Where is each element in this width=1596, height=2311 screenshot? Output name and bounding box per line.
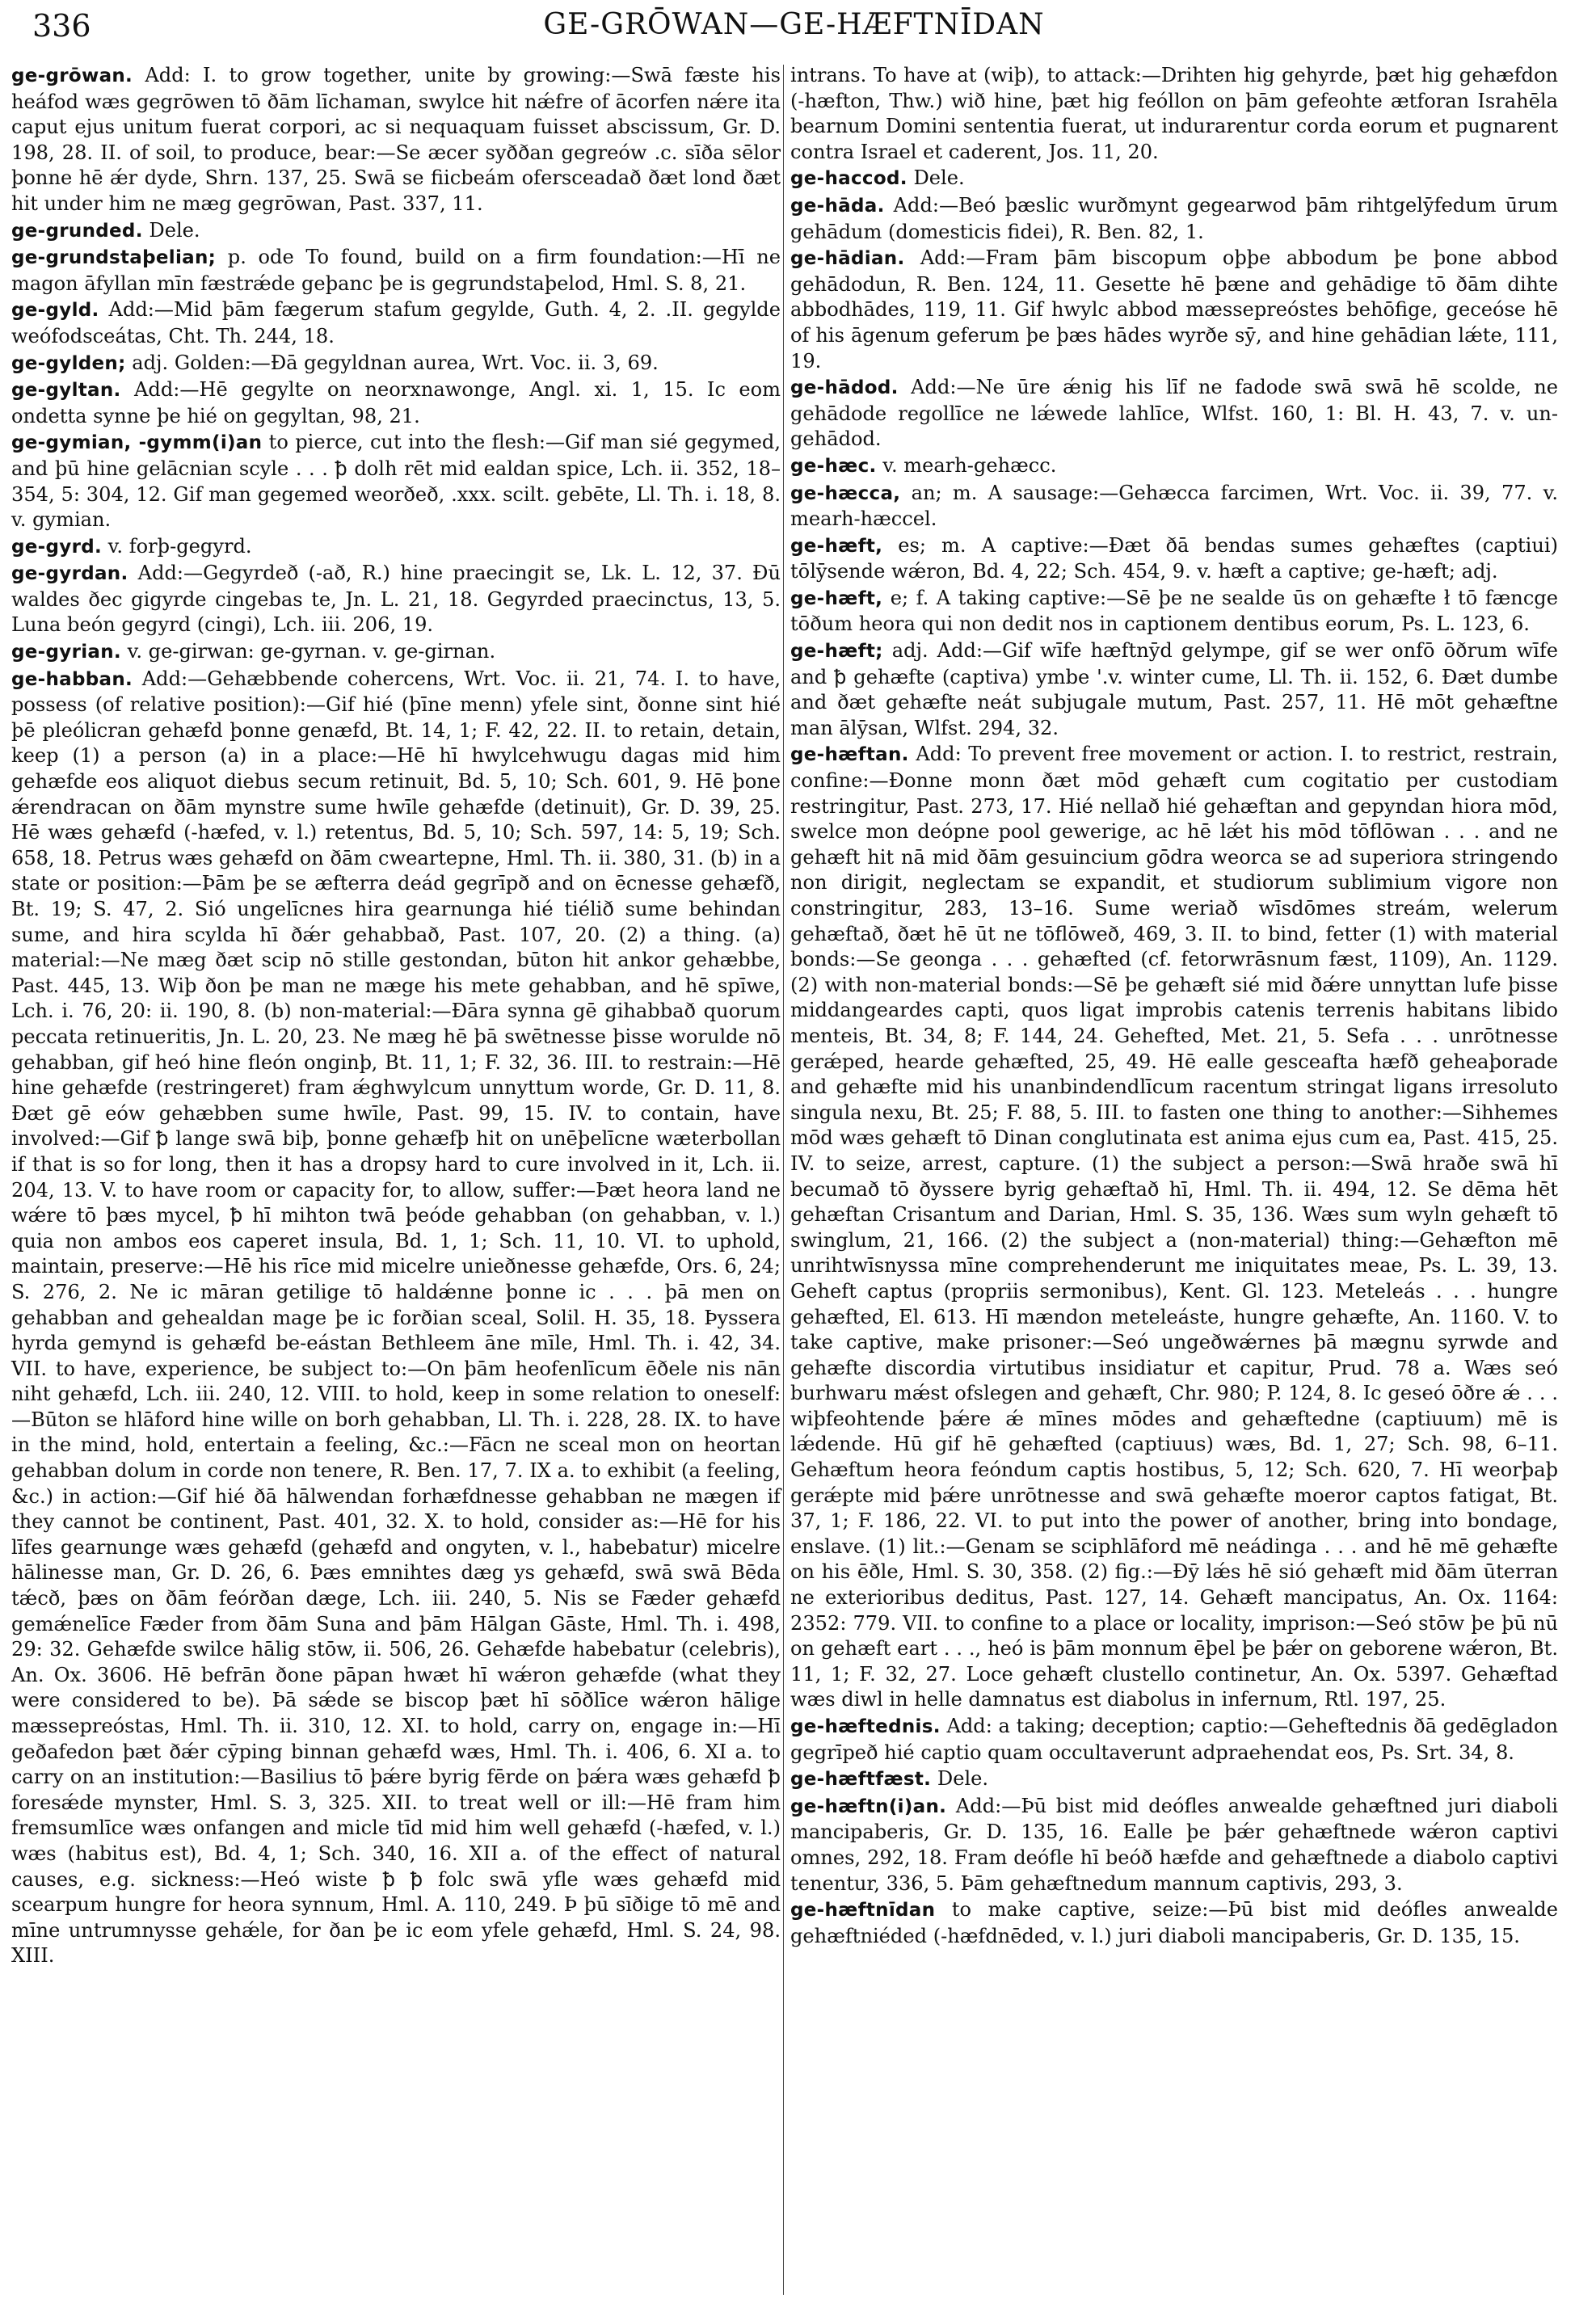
entry-text: Add:—Gehæbbende cohercens, Wrt. Voc. ii. 21, 74. I. to have, possess (of relative position):—Gif hié (þīne menn) yfele sint, ðonne sint hié þē pleólicran gehæfd þonne genæfd, Bt. 14, 1; F. 42, 22. II. to retain, detain, keep (1) a person (a) in a place:—Hē hī hwylcehwugu dagas mid him gehæfde eos aliquot diebus secum retinuit, Bd. 5, 10; Sch. 601, 9. Hē þone ǽrendracan on ðām mynstre sume hwīle gehæfde (detinuit), Gr. D. 39, 25. Hē wæs gehæfd (-hæfed, v. l.) retentus, Bd. 5, 10; Sch. 597, 14: 5, 19; Sch. 658, 18. Petrus wæs gehæfd on ðām cweartерne, Hml. Th. ii. 380, 31. (b) in a state or position:—Þām þe se æfterra deád gegrīpð and on ēcnesse gehæfð, Bt. 19; S. 47, 2. Sió ungelīcnes hira gearnunga hié tiélið sume behindan sume, and hira scylda hī ðǽr gehabbað, Past. 107, 20. (2) a thing. (a) material:—Ne mæg ðæt scip nō stille gestondan, būton hit ankor gehæbbe, Past. 445, 13. Wiþ ðon þe man ne mæge his mete gehabban, and hē spīwe, Lch. i. 76, 20: ii. 190, 8. (b) non-material:—Ðāra synna gē gihabbað quorum peccata retinueritis, Jn. L. 20, 23. Ne mæg hē þā swētnesse þisse worulde nō gehabban, gif heó hine fleón onginþ, Bt. 11, 1; F. 32, 36. III. to restrain:—Hē hine gehæfde (restringeret) fram ǽghwylcum unnyttum worde, Gr. D. 11, 8. Ðæt gē eów gehæbben sume hwīle, Past. 99, 15. IV. to contain, have involved:—Gif ꝥ lange swā biþ, þonne gehæfþ hit on unēþelīcne wæterbollan if that is so for long, then it has a dropsy hard to cure involved in it, Lch. ii. 204, 13. V. to have room or capacity for, to allow, suffer:—Þæt heora land ne wǽre tō þæs mycel, ꝥ hī mihton twā þeóde gehabban (on gehabban, v. l.) quia non ambos eos caperet insula, Bd. 1, 1; Sch. 11, 10. VI. to uphold, maintain, preserve:—Hē his rīce mid micelre unieðnesse gehæfde, Ors. 6, 24; S. 276, 2. Ne ic māran getilige tō haldǽnne þonne ic . . . þā men on gehabban and gehealdan mage þe ic forðian sceal, Solil. H. 35, 18. Þyssera hyrda gemynd is gehæfd be-eástan Bethleem āne mīle, Hml. Th. i. 42, 34. VII. to have, experience, be subject to:—On þām heofenlīcum ēðele nis nān niht gehæfd, Lch. iii. 240, 12. VIII. to hold, keep in some relation to oneself:—Būton se hlāford hine wille on borh gehabban, Ll. Th. i. 228, 28. IX. to have in the mind, hold, entertain a feeling, &c.:—Fācn ne sceal mon on heortan gehabban dolum in corde non tenere, R. Ben. 17, 7. IX a. to exhibit (a feeling, &c.) in action:—Gif hié ðā hālwendan forhæfdnesse gehabban ne mægen if they cannot be continent, Past. 401, 32. X. to hold, consider as:—Hē for his līfes gearnunge wæs gehæfd (gehæfd and ongyten, v. l., habebatur) micelre hālinesse man, Gr. D. 26, 6. Þæs emnihtes dæg ys gehæfd, swā swā Bēda tǽcð, þæs on ðām feórðan dæge, Lch. iii. 240, 5. Nis se Fæder gehæfd gemǽnelīce Fæder from ðām Suna and þām Hālgan Gāste, Hml. Th. i. 498, 29: 32. Gehæfde swilce hālig stōw, ii. 506, 26. Gehæfde habebatur (celebris), An. Ox. 3606. Hē befrān ðone pāpan hwæt hī wǽron gehæfde (what they were considered to be). Þā sǽde se biscop þæt hī sōðlīce wǽron hālige mæssepreóstas, Hml. Th. ii. 310, 12. XI. to hold, carry on, engage in:—Hī geðafedon þæt ðǽr cȳping binnan gehæfd wæs, Hml. Th. i. 406, 6. XI a. to carry on an institution:—Basilius tō þǽre byrig fērde on þǽra wæs gehæfd ꝥ foresǽde mynster, Hml. S. 3, 325. XII. to treat well or ill:—Hē fram him fremsumlīce wæs onfangen and micle tīd mid him well gehæfd (-hæfed, v. l.) wæs (habitus est), Bd. 4, 1; Sch. 340, 16. XII a. of the effect of natural causes, e.g. sickness:—Heó wiste ꝥ ꝥ folc swā yfle wæs gehæfd mid scearpum hungre for heora synnum, Hml. A. 110, 249. Þ þū sīðige tō mē and mīne untrumnysse gehǽle, for ðan þe ic eom yfele gehæfd, Hml. S. 24, 98. XIII.: [11, 667, 781, 1968]
dictionary-entry: [11, 639, 781, 666]
dictionary-entry: [790, 742, 1558, 1713]
page-number: 336: [32, 8, 91, 44]
dictionary-entry: [790, 638, 1558, 741]
entry-text: Dele.: [142, 218, 200, 242]
dictionary-entry: [790, 166, 1558, 192]
dictionary-entry: [11, 245, 781, 297]
dictionary-entry: [11, 377, 781, 429]
dictionary-entry: [11, 297, 781, 349]
entry-headword: ge-gyrd.: [11, 536, 103, 558]
entry-text: e; f. A taking captive:—Sē þe ne sealde ūs on gehæfte ł tō fæncge tōðum heora qui non dedit nos in captionem dentibus eorum, Ps. L. 123, 6.: [790, 586, 1558, 636]
entry-headword: ge-hæftfæst.: [790, 1769, 932, 1791]
entry-text: intrans. To have at (wiþ), to attack:—Drihten hig gehyrde, þæt hig gehæfdon (-hæfton, Thw.) wið hine, þæt hig feóllon on þām gefeohte ætforan Israhēla bearnum Domini sententia fuerat, ut indurarentur corda eorum et pugnarent contra Israel et caderent, Jos. 11, 20.: [790, 64, 1558, 163]
entry-headword: ge-hādian.: [790, 248, 905, 270]
entry-headword: ge-hæft,: [790, 587, 883, 609]
entry-text: Add: To prevent free movement or action. I. to restrict, restrain, confine:—Ðonne monn ðæt mōd gehæft cum cogitatio per custodiam restringitur, Past. 273, 17. Hié nellað hié gehæftan and gepyndan hiora mōd, swelce mon deópne pool gewerige, ac hē lǽt his mōd tōflōwan . . . and ne gehæft hit nā mid ðām gesuincium gōdra weorca se ad superiora stringendo non dirigit, neglectam se expandit, et studiorum sublimium vigore non constringitur, 283, 13–16. Sume weriað wīsdōmes streám, welerum gehæftað, ðæt hē ūt ne tōflōweð, 469, 3. II. to bind, fetter (1) with material bonds:—Se geonga . . . gehæfted (cf. fetorwrāsnum fæst, 1109), An. 1129. (2) with non-material bonds:—Sē þe gehæft sié mid ðǽre unnyttan lufe þisse middangeardes capti, quos ligat improbis catenis terrenis habitans libido menteis, Bt. 34, 8; F. 144, 24. Gehefted, Met. 21, 5. Sefa . . . unrōtnesse gerǽped, hearde gehæfted, 25, 49. Hē ealle gesceafta hæfð geheaþorade and gehæfte mid his unanbindendlīcum racentum stringat ligans irresoluto singula nexu, Bt. 25; F. 88, 5. III. to fasten one thing to another:—Sihhemes mōd wæs gehæft tō Dinan conglutinata est anima ejus cum ea, Past. 415, 25. IV. to seize, arrest, capture. (1) the subject a person:—Swā hraðe swā hī becumað tō ðyssere byrig gehæftað hī, Hml. Th. ii. 494, 12. Se dēma hēt gehæftan Crisantum and Darian, Hml. S. 35, 136. Wæs sum wyln gehæft tō swinglum, 21, 166. (2) the subject a (non-material) thing:—Gehæfton mē unrihtwīsnyssa mīne comprehenderunt me iniquitates meae, Ps. L. 39, 13. Geheft captus (propriis sermonibus), Kent. Gl. 123. Meteleás . . . hungre gehæfted, El. 613. Hī mændon meteleáste, hungre gehæfte, An. 1160. V. to take captive, make prisoner:—Seó ungeðwǽrnes þā mægnu syrwde and gehæfte discordia virtutibus insidiatur et capitur, Prud. 78 a. Wæs seó burhwaru mǽst ofslegen and gehæft, Chr. 980; P. 124, 8. Ic geseó ōðre ǽ . . . wiþfeohtende þǽre ǽ mīnes mōdes and gehæftedne (captiuum) mē is lǽdende. Hū gif hē gehæfted (captiuus) wæs, Bd. 1, 27; Sch. 98, 6–11. Gehæftum heora feóndum captis hostibus, 5, 12; Sch. 620, 7. Hī weorþaþ gerǽpte mid þǽre unrōtnesse and swā gehæfte moeror captos fatigat, Bt. 37, 1; F. 186, 22. VI. to put into the power of another, bring into bondage, enslave. (1) lit.:—Genam se sciphlāford mē neádinga . . . and hē mē gehæfte on his ēðle, Hml. S. 30, 358. (2) fig.:—Ðȳ lǽs hē sió gehæft mid ðām ūterran ne exterioribus deditus, Past. 127, 14. Gehæft mancipatus, An. Ox. 1164: 2352: 779. VII. to confine to a place or locality, imprison:—Seó stōw þe þū nū on gehæft eart . . ., heó is þām monnum ēþel þe þǽr on geborene wǽron, Bt. 11, 1; F. 32, 27. Loce gehæft clustello continetur, An. Ox. 5397. Gehæftad wæs diwl in helle damnatus est diabolus in infernum, Rtl. 197, 25.: [790, 743, 1558, 1711]
entry-headword: ge-hæftan.: [790, 744, 909, 766]
column-divider: [783, 65, 784, 2295]
dictionary-entry: [11, 561, 781, 638]
entry-headword: ge-hæft;: [790, 641, 883, 663]
entry-headword: ge-gyrdan.: [11, 563, 128, 585]
dictionary-entry: [790, 1897, 1558, 1949]
dictionary-entry: [790, 375, 1558, 453]
entry-text: adj. Golden:—Ðā gegyldnan aurea, Wrt. Voc. ii. 3, 69.: [125, 351, 659, 374]
entry-text: Add: I. to grow together, unite by growing:—Swā fæste his heáfod wæs gegrōwen tō ðām līchaman, swylce hit nǽfre of ācorfen nǽre ita caput ejus unitum fuerat corpori, ac si nequaquam fuisset abscissum, Gr. D. 198, 28. II. of soil, to produce, bear:—Se æcer syððan gegreów .c. sīða sēlor þonne hē ǽr dyde, Shrn. 137, 25. Swā se fiicbeám ofersceadað ðæt lond ðæt hit under him ne mæg gegrōwan, Past. 337, 11.: [11, 64, 781, 215]
dictionary-entry: [790, 1766, 1558, 1793]
entry-headword: ge-habban.: [11, 668, 133, 690]
entry-headword: ge-hæcca,: [790, 482, 901, 504]
entry-text: Add:—Beó þæslic wurðmynt gegearwod þām rihtgelȳfedum ūrum gehādum (domesticis fidei), R. Ben. 82, 1.: [790, 193, 1558, 243]
page-header: [32, 8, 1556, 53]
entry-text: Add:—Fram þām biscopum oþþe abbodum þe þone abbod gehādodun, R. Ben. 124, 11. Gesette hē þæne and gehādige tō ðām dihte abbodhādes, 119, 11. Gif hwylc abbod mæssepreóstes behōfige, geceóse hē of his āgenum geferum þe þæs hādes wyrðe sȳ, and hine gehādian lǽte, 111, 19.: [790, 246, 1558, 373]
entry-text: an; m. A sausage:—Gehæcca farcimen, Wrt. Voc. ii. 39, 77. v. mearh-hæccel.: [790, 481, 1558, 531]
dictionary-entry: [11, 218, 781, 245]
entry-headword: ge-gyrian.: [11, 642, 121, 663]
entry-headword: ge-hæftn(i)an.: [790, 1795, 947, 1817]
entry-headword: ge-grundstaþelian;: [11, 247, 217, 269]
entry-headword: ge-hæc.: [790, 455, 877, 477]
dictionary-entry: [11, 667, 781, 1969]
entry-headword: ge-hæftednis.: [790, 1716, 941, 1737]
entry-headword: ge-grunded.: [11, 220, 143, 242]
entry-headword: ge-gylden;: [11, 352, 126, 374]
entry-headword: ge-hæft,: [790, 535, 883, 557]
dictionary-entry: [11, 430, 781, 532]
entry-text: Add:—Þū bist mid deófles anwealde gehæftned juri diaboli mancipaberis, Gr. D. 135, 16. Ealle þe þǽr gehæftnede wǽron captivi omnes, 292, 18. Fram deófle hī beóð hæfde and gehæftnede a diabolo captivi tenentur, 336, 5. Þām gehæftnedum mannum captivis, 293, 3.: [790, 1794, 1558, 1895]
entry-headword: ge-hæftnīdan: [790, 1900, 936, 1922]
dictionary-entry: [790, 453, 1558, 480]
entry-headword: ge-hāda.: [790, 195, 885, 217]
entry-text: to pierce, cut into the flesh:—Gif man sié gegymed, and þū hine gelācnian scyle . . . ꝥ dolh rēt mid ealdan spice, Lch. ii. 352, 18–354, 5: 304, 12. Gif man gegemed weorðeð, .xxx. scilt. gebēte, Ll. Th. i. 18, 8. v. gymian.: [11, 431, 781, 532]
entry-text: Dele.: [907, 166, 965, 190]
dictionary-entry: [790, 1714, 1558, 1766]
left-column: [11, 63, 781, 1970]
entry-text: v. forþ-gegyrd.: [102, 534, 252, 558]
dictionary-entry: [790, 586, 1558, 638]
dictionary-entry: [790, 193, 1558, 245]
entry-text: Add:—Hē gegylte on neorxnawonge, Angl. xi. 1, 15. Ic eom ondetta synne þe hié on gegyltan, 98, 21.: [11, 378, 781, 427]
dictionary-entry: [11, 351, 781, 377]
entry-text: adj. Add:—Gif wīfe hæftnȳd gelympe, gif se wer onfō ōðrum wīfe and ꝥ gehæfte (captiva) ymbe '.v. winter cume, Ll. Th. ii. 152, 6. Ðæt dumbe and ðæt gehæfte neát subjugale mutum, Past. 257, 11. Hē mōt gehæftne man ālȳsan, Wlfst. 294, 32.: [790, 639, 1558, 739]
dictionary-entry: [790, 63, 1558, 165]
entry-headword: ge-haccod.: [790, 168, 907, 190]
entry-text: es; m. A captive:—Ðæt ðā bendas sumes gehæftes (captiui) tōlȳsende wǽron, Bd. 4, 22; Sch. 454, 9. v. hæft a captive; ge-hæft; adj.: [790, 533, 1558, 583]
dictionary-entry: [790, 481, 1558, 532]
entry-text: v. mearh-gehæcc.: [876, 453, 1057, 477]
entry-text: Add:—Ne ūre ǽnig his līf ne fadode swā swā hē scolde, ne gehādode regollīce ne lǽwede lahlīce, Wlfst. 160, 1: Bl. H. 43, 7. v. un-gehādod.: [790, 376, 1558, 451]
entry-text: Dele.: [931, 1767, 989, 1791]
entry-headword: ge-gyld.: [11, 300, 99, 322]
entry-headword: ge-hādod.: [790, 377, 899, 399]
entry-text: Add: a taking; deception; captio:—Geheftednis ðā gedēgladon gegrīpeð hié captio quam occultaverunt adpraehendat eos, Ps. Srt. 34, 8.: [790, 1715, 1558, 1764]
dictionary-entry: [790, 533, 1558, 585]
right-column: [790, 63, 1558, 1950]
entry-text: p. ode To found, build on a firm foundation:—Hī ne magon āfyllan mīn fæstrǽde geþanc þe is gegrundstaþelod, Hml. S. 8, 21.: [11, 246, 781, 295]
dictionary-entry: [11, 534, 781, 561]
entry-text: Add:—Mid þām fægerum stafum gegylde, Guth. 4, 2. .II. gegylde weófodsceátas, Cht. Th. 244, 18.: [11, 298, 781, 347]
dictionary-entry: [790, 246, 1558, 374]
running-head: GE-GRŌWAN—GE-HÆFTNĪDAN: [543, 8, 1045, 41]
dictionary-entry: [790, 1794, 1558, 1896]
entry-text: v. ge-girwan: ge-gyrnan. v. ge-girnan.: [120, 640, 496, 663]
entry-headword: ge-gymian, -gymm(i)an: [11, 432, 263, 454]
entry-text: Add:—Gegyrdeð (-að, R.) hine praecingit se, Lk. L. 12, 37. Ðū waldes ðec gigyrde cingebas te, Jn. L. 21, 18. Gegyrded praecinctus, 13, 5. Luna beón gegyrd (cingi), Lch. iii. 206, 19.: [11, 562, 781, 637]
entry-headword: ge-gyltan.: [11, 380, 121, 402]
entry-text: to make captive, seize:—Þū bist mid deófles anwealde gehæftniéded (-hæfdnēded, v. l.) juri diaboli mancipaberis, Gr. D. 135, 15.: [790, 1898, 1558, 1947]
dictionary-entry: [11, 63, 781, 217]
entry-headword: ge-grōwan.: [11, 65, 133, 86]
